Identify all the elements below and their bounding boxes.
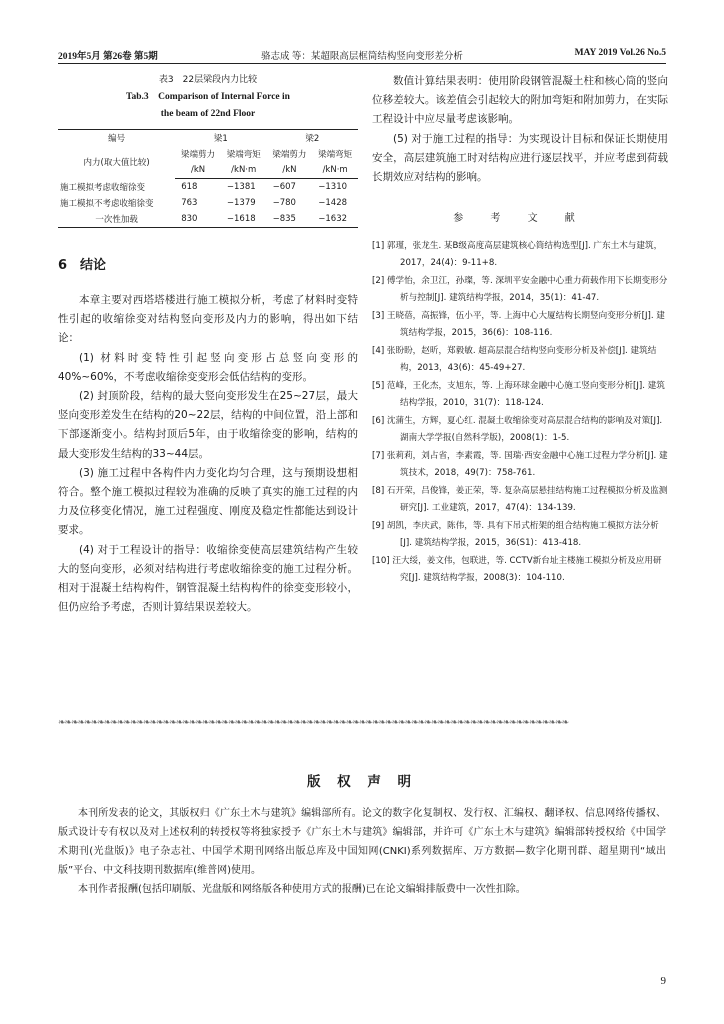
table-caption-cn: 表3 22层梁段内力比较 xyxy=(158,75,258,85)
running-title: 骆志成 等：某超限高层框筒结构竖向变形差分析 xyxy=(261,52,463,62)
reference-item: [3] 王晓蓓，高振锋，伍小平，等. 上海中心大厦结构长期竖向变形分析[J]. 建筑结构学报，2015，36(6)：108-116. xyxy=(372,311,665,339)
cell: −780 xyxy=(272,198,296,208)
table-row xyxy=(58,179,358,196)
sub-header: 梁端剪力 xyxy=(181,150,216,160)
row-label: 施工模拟不考虑收缩徐变 xyxy=(60,199,154,209)
table-row xyxy=(58,195,358,211)
cell: −1428 xyxy=(318,198,348,208)
page-number: 9 xyxy=(660,975,666,987)
reference-item: [7] 张莉莉，刘占省，李素霞，等. 国瑞·西安金融中心施工过程力学分析[J]. 建筑技术，2018，49(7)：758-761. xyxy=(372,451,668,479)
reference-item: [9] 胡凯，李庆武，陈伟，等. 具有下吊式桁架的组合结构施工模拟方法分析[J]. 建筑结构学报，2015，36(S1)：413-418. xyxy=(372,521,659,549)
reference-item: [5] 范峰，王化杰，支旭东，等. 上海环球金融中心施工竖向变形分析[J]. 建筑结构学报，2010，31(7)：118-124. xyxy=(372,381,665,409)
sub-header: 梁端弯矩 xyxy=(226,150,261,160)
reference-item: [8] 石开荣，吕俊锋，姜正荣，等. 复杂高层悬挂结构施工过程模拟分析及监测研究[J]. 工业建筑，2017，47(4)：134-139. xyxy=(372,486,668,514)
internal-force-table xyxy=(58,129,358,228)
cell: −1632 xyxy=(312,211,358,228)
running-header xyxy=(58,44,666,62)
unit-header: /kN·m xyxy=(221,162,267,179)
right-column xyxy=(372,72,668,588)
volume-info: MAY 2019 Vol.26 No.5 xyxy=(574,48,666,58)
reference-item: [4] 张盼盼，赵昕，郑毅敏. 超高层混合结构竖向变形分析及补偿[J]. 建筑结构，2013，43(6)：45-49+27. xyxy=(372,346,657,374)
row-label: 施工模拟考虑收缩徐变 xyxy=(60,182,146,193)
reference-item: [1] 郭瑾，张龙生. 某B级高度高层建筑核心筒结构选型[J]. 广东土木与建筑，2017，24(4)：9-11+8. xyxy=(372,241,663,269)
table-row xyxy=(58,211,358,228)
notice-paragraph: 本刊所发表的论文，其版权归《广东土木与建筑》编辑部所有。论文的数字化复制权、发行权、汇编权、翻译权、信息网络传播权、版式设计专有权以及对上述权利的转授权等将独家授予《广东土木与建筑》编辑部，并许可《广东土木与建筑》编辑部转授权给《中国学术期刊(光盘版)》电子杂志社、中国学术期刊网络出版总库及中国知网(CNKI)系列数据库、万方数据—数字化期刊群、超星期刊“域出版”平台、中文科技期刊数据库(维普网)使用。 xyxy=(58,808,666,876)
paragraph: (3) 施工过程中各构件内力变化均匀合理，这与预期设想相符合。整个施工模拟过程较为准确的反映了真实的施工过程的内力及位移变化情况，施工过程强度、刚度及稳定性都能达到设计要求。 xyxy=(58,466,358,537)
cell: 618 xyxy=(181,182,198,192)
table-caption-en-1: Tab.3 Comparison of Internal Force in xyxy=(126,92,290,102)
beam2-header: 梁2 xyxy=(267,130,358,147)
copyright-notice xyxy=(58,770,666,899)
notice-title: 版 权 声 明 xyxy=(306,774,418,790)
reference-item: [6] 沈蒲生，方辉，夏心红. 混凝土收缩徐变对高层混合结构的影响及对策[J]. 湖南大学学报(自然科学版)，2008(1)：1-5. xyxy=(372,416,663,444)
paragraph: (4) 对于工程设计的指导：收缩徐变使高层建筑结构产生较大的竖向变形，必须对结构进行考虑收缩徐变的施工过程分析。相对于混凝土结构构件，钢管混凝土结构构件的徐变变形较小，但仍应给予考虑，否则计算结果误差较大。 xyxy=(58,543,358,614)
cell: 830 xyxy=(175,211,221,228)
section-heading: 6 结论 xyxy=(58,258,107,273)
issue-info: 2019年5月 第26卷 第5期 xyxy=(58,52,158,62)
paragraph: 数值计算结果表明：使用阶段钢管混凝土柱和核心筒的竖向位移差较大。该差值会引起较大的附加弯矩和附加剪力，在实际工程设计中应尽量考虑该影响。 xyxy=(372,75,668,126)
paragraph: 本章主要对西塔塔楼进行施工模拟分析，考虑了材料时变特性引起的收缩徐变对结构竖向变形及内力的影响，得出如下结论： xyxy=(58,294,358,345)
paragraph: (5) 对于施工过程的指导：为实现设计目标和保证长期使用安全，高层建筑施工时对结构应进行逐层找平，并应考虑到荷载长期效应对结构的影响。 xyxy=(372,132,668,184)
references-heading: 参 考 文 献 xyxy=(453,213,587,225)
beam1-header: 梁1 xyxy=(175,130,266,147)
paragraph: (2) 封顶阶段，结构的最大竖向变形发生在25~27层，最大竖向变形差发生在结构的20~22层，结构的中间位置，沿上部和下部逐渐变小。结构封顶后5年，由于收缩徐变的影响，结构的最大变形发生结构的33~44层。 xyxy=(58,390,358,460)
left-column xyxy=(58,72,358,617)
paragraph: (1) 材料时变特性引起竖向变形占总竖向变形的40%~60%，不考虑收缩徐变变形会低估结构的变形。 xyxy=(58,351,358,383)
cell: −835 xyxy=(267,211,313,228)
col-id-header: 编号 xyxy=(58,130,175,147)
sub-header: 梁端剪力 xyxy=(272,150,307,160)
cell: −1381 xyxy=(226,182,256,192)
row-label: 一次性加载 xyxy=(58,211,175,228)
unit-header: /kN xyxy=(267,162,313,179)
reference-item: [2] 傅学怡，余卫江，孙璨，等. 深圳平安金融中心重力荷载作用下长期变形分析与控制[J]. 建筑结构学报，2014，35(1)：41-47. xyxy=(372,276,668,304)
sub-header: 梁端弯矩 xyxy=(318,150,353,160)
reference-item: [10] 汪大绥，姜文伟，包联进，等. CCTV新台址主楼施工模拟分析及应用研究[J]. 建筑结构学报，2008(3)：104-110. xyxy=(372,556,662,584)
cell: −607 xyxy=(272,182,296,192)
ornament-divider: ❧❧❧❧❧❧❧❧❧❧❧❧❧❧❧❧❧❧❧❧❧❧❧❧❧❧❧❧❧❧❧❧❧❧❧❧❧❧❧❧❧❧❧❧❧❧❧❧❧❧❧❧❧❧❧❧❧❧❧❧❧❧❧❧❧❧❧❧❧❧❧❧❧❧❧❧❧❧ xyxy=(58,718,569,728)
unit-header: /kN·m xyxy=(312,162,358,179)
header-rule xyxy=(58,63,666,64)
table-caption-en-2: the beam of 22nd Floor xyxy=(160,109,256,119)
cell: 763 xyxy=(181,198,198,208)
unit-header: /kN xyxy=(175,162,221,179)
cell: −1618 xyxy=(221,211,267,228)
cell: −1379 xyxy=(226,198,256,208)
notice-paragraph: 本刊作者报酬(包括印刷版、光盘版和网络版各种使用方式的报酬)已在论文编辑排版费中一次性扣除。 xyxy=(78,884,526,895)
cell: −1310 xyxy=(318,182,348,192)
row-header: 内力(取大值比较) xyxy=(83,158,150,169)
